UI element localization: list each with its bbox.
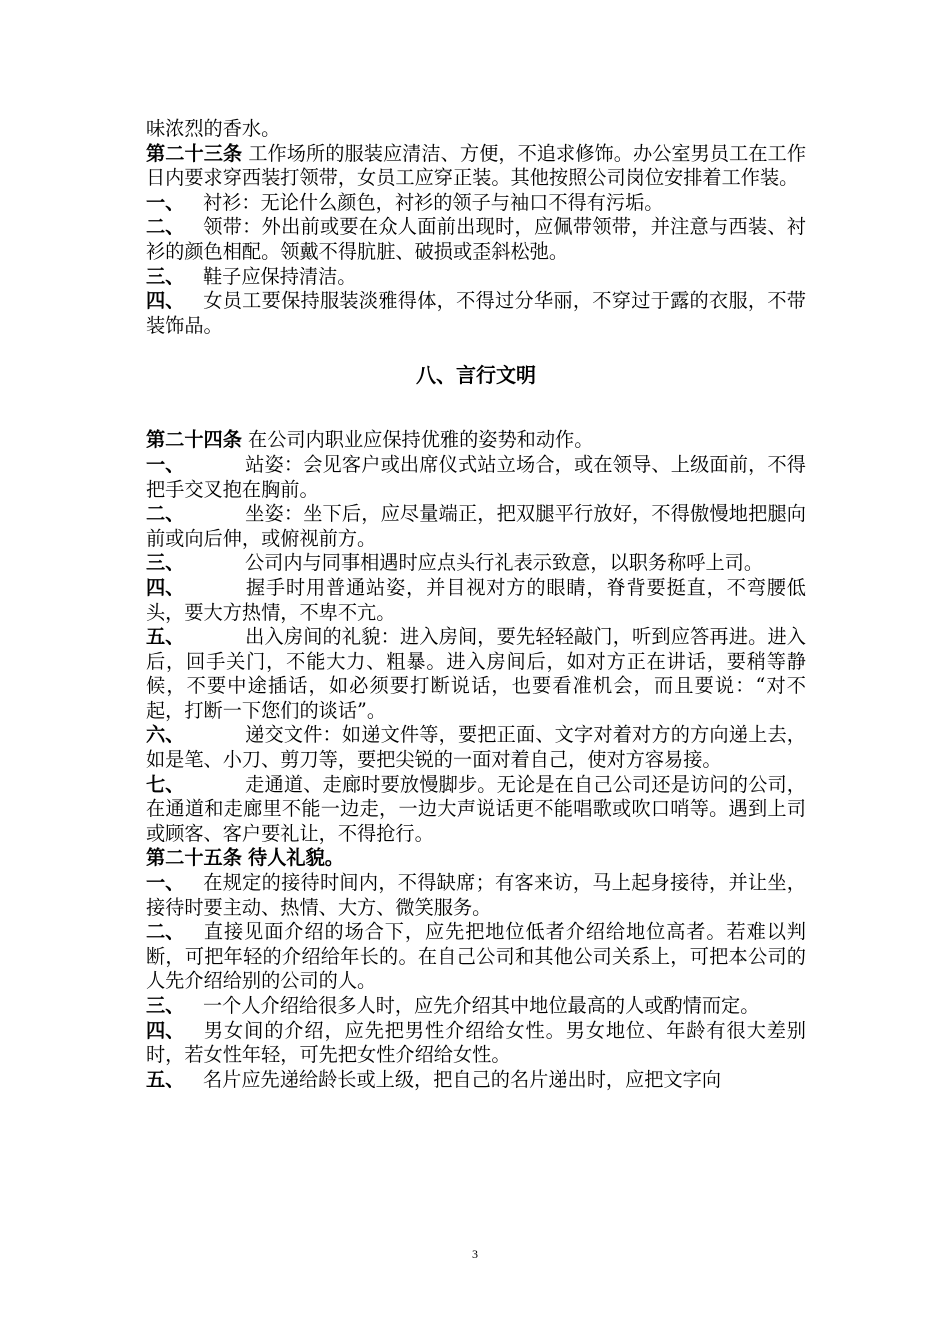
- item-number: 五、: [146, 1067, 185, 1091]
- section-heading: 八、言行文明: [416, 363, 536, 388]
- item-text: 站姿：会见客户或出席仪式站立场合，或在领导、上级面前，不得把手交叉抱在胸前。: [146, 452, 806, 501]
- item-number: 三、: [146, 551, 185, 575]
- item-text: 在规定的接待时间内，不得缺席；有客来访，马上起身接待，并让坐，接待时要主动、热情、大方、微笑服务。: [146, 871, 806, 919]
- item-text: 握手时用普通站姿，并目视对方的眼睛，脊背要挺直，不弯腰低头，要大方热情，不卑不亢。: [146, 575, 806, 624]
- article-text: 待人礼貌。: [248, 846, 344, 870]
- item-number: 二、: [146, 215, 185, 239]
- paragraph-text: 味浓烈的香水。: [146, 117, 281, 140]
- article-number: 第二十五条: [146, 846, 242, 870]
- item-text: 走通道、走廊时要放慢脚步。无论是在自己公司还是访问的公司，在通道和走廊里不能一边走，一边大声说话更不能唱歌或吹口哨等。遇到上司或顾客、客户要礼让，不得抢行。: [146, 772, 806, 845]
- list-item: [146, 551, 806, 576]
- list-item: [146, 576, 806, 625]
- item-text: 递交文件：如递文件等，要把正面、文字对着对方的方向递上去，如是笔、小刀、剪刀等，要把尖锐的一面对着自己，使对方容易接。: [146, 723, 806, 772]
- item-number: 五、: [146, 625, 185, 649]
- item-number: 二、: [146, 920, 185, 944]
- article-number: 第二十三条: [146, 141, 243, 165]
- list-item: [146, 920, 806, 994]
- paragraph: [146, 117, 806, 142]
- item-text: 男女间的介绍，应先把男性介绍给女性。男女地位、年龄有很大差别时，若女性年轻，可先把女性介绍给女性。: [146, 1018, 806, 1067]
- list-item: [146, 265, 806, 290]
- list-item: [146, 502, 806, 551]
- item-number: 一、: [146, 190, 185, 214]
- list-item: [146, 773, 806, 847]
- list-item: [146, 723, 806, 772]
- item-number: 六、: [146, 723, 185, 747]
- item-number: 一、: [146, 871, 185, 895]
- page-number: 3: [472, 1247, 478, 1261]
- item-text: 领带：外出前或要在众人面前出现时，应佩带领带，并注意与西装、衬衫的颜色相配。领戴不得肮脏、破损或歪斜松弛。: [146, 215, 806, 263]
- list-item: [146, 625, 806, 723]
- item-number: 四、: [146, 289, 185, 313]
- article-text: 工作场所的服装应清洁、方便，不追求修饰。办公室男员工在工作日内要求穿西装打领带，女员工应穿正装。其他按照公司岗位安排着工作装。: [146, 141, 807, 190]
- article-24: [146, 428, 806, 453]
- list-item: [146, 871, 806, 920]
- item-text: 女员工要保持服装淡雅得体，不得过分华丽，不穿过于露的衣服，不带装饰品。: [146, 289, 806, 337]
- list-item: [146, 994, 806, 1019]
- item-text: 衬衫：无论什么颜色，衬衫的领子与袖口不得有污垢。: [203, 190, 664, 214]
- item-text: 直接见面介绍的场合下，应先把地位低者介绍给地位高者。若难以判断，可把年轻的介绍给年长的。在自己公司和其他公司关系上，可把本公司的人先介绍给别的公司的人。: [146, 920, 806, 993]
- list-item: [146, 191, 806, 216]
- item-number: 一、: [146, 452, 185, 476]
- item-text: 出入房间的礼貌：进入房间，要先轻轻敲门，听到应答再进。进入后，回手关门，不能大力、粗暴。进入房间后，如对方正在讲话，要稍等静候，不要中途插话，如必须要打断说话，也要看准机会，而且要说：“对不起，打断一下您们的谈话”。: [146, 625, 806, 722]
- article-25: [146, 846, 806, 871]
- item-number: 三、: [146, 994, 185, 1017]
- item-text: 坐姿：坐下后，应尽量端正，把双腿平行放好，不得傲慢地把腿向前或向后伸，或俯视前方。: [146, 502, 806, 550]
- list-item: [146, 1068, 806, 1093]
- item-number: 四、: [146, 1018, 185, 1042]
- item-text: 一个人介绍给很多人时，应先介绍其中地位最高的人或酌情而定。: [203, 994, 760, 1017]
- item-text: 鞋子应保持清洁。: [203, 264, 357, 288]
- article-23: [146, 142, 806, 191]
- item-text: 名片应先递给龄长或上级，把自己的名片递出时，应把文字向: [203, 1067, 722, 1091]
- article-text: 在公司内职业应保持优雅的姿势和动作。: [248, 428, 594, 452]
- list-item: [146, 453, 806, 502]
- document-page: [146, 117, 806, 1092]
- item-text: 公司内与同事相遇时应点头行礼表示致意，以职务称呼上司。: [245, 551, 764, 575]
- item-number: 三、: [146, 264, 185, 288]
- list-item: [146, 215, 806, 264]
- item-number: 四、: [146, 575, 185, 599]
- item-number: 二、: [146, 502, 185, 526]
- article-number: 第二十四条: [146, 428, 242, 452]
- list-item: [146, 289, 806, 338]
- list-item: [146, 1019, 806, 1068]
- item-number: 七、: [146, 772, 185, 796]
